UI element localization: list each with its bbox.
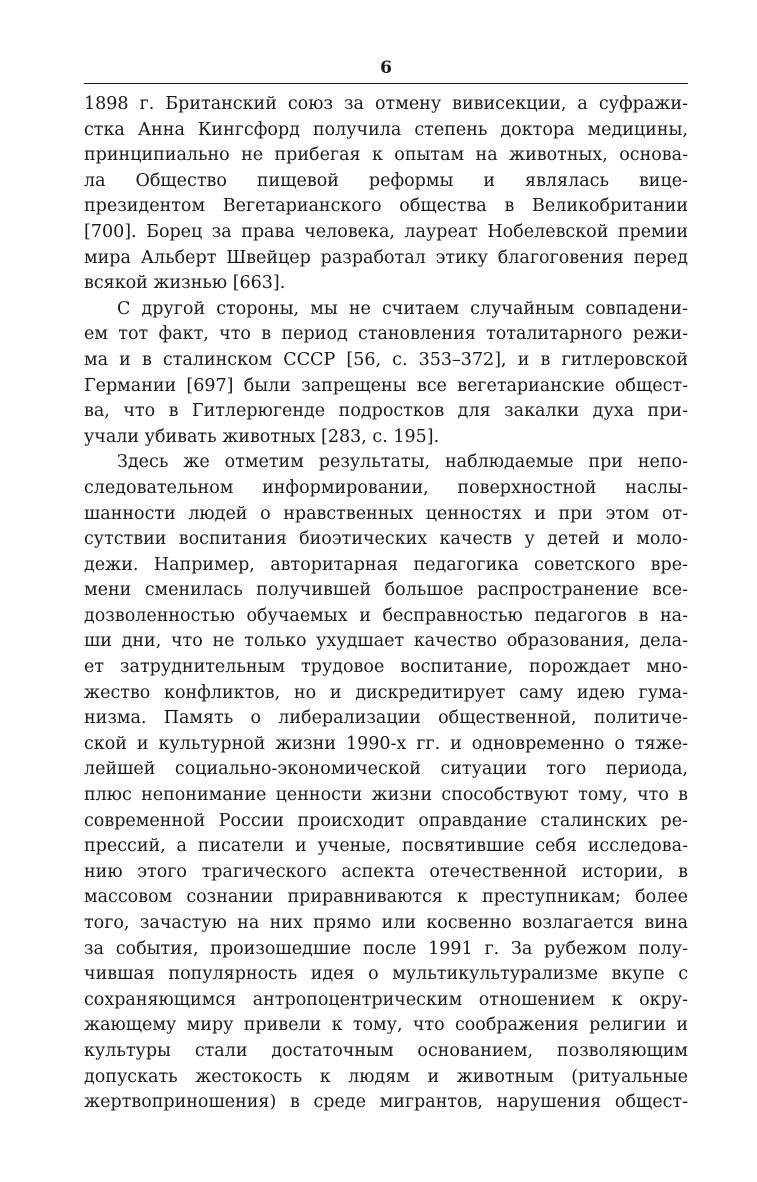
text-line: стка Анна Кингсфорд получила степень доктора медицины, xyxy=(84,119,688,140)
text-line: современной России происходит оправдание сталинских ре- xyxy=(84,810,688,831)
paragraph xyxy=(84,92,688,297)
text-line: жество конфликтов, но и дискредитирует саму идею гума- xyxy=(84,682,688,703)
text-line: сутствии воспитания биоэтических качеств у детей и моло- xyxy=(84,529,688,550)
text-line: чившая популярность идея о мультикультурализме вкупе с xyxy=(84,964,688,985)
text-line: президентом Вегетарианского общества в Великобритании xyxy=(84,196,688,217)
text-line: всякой жизнью [663]. xyxy=(84,273,286,294)
text-line: ма и в сталинском СССР [56, с. 353–372], и в гитлеровской xyxy=(84,349,688,370)
text-line: ской и культурной жизни 1990-х гг. и одновременно о тяже- xyxy=(84,733,688,754)
text-line: следовательном информировании, поверхностной наслы- xyxy=(84,477,688,498)
text-line: допускать жестокость к людям и животным (ритуальные xyxy=(84,1066,688,1087)
text-line: дозволенностью обучаемых и бесправностью педагогов в на- xyxy=(84,605,688,626)
text-line: прессий, а писатели и ученые, посвятившие себя исследова- xyxy=(84,836,688,857)
body-text xyxy=(84,92,688,1116)
paragraph xyxy=(84,450,688,1115)
text-line: учали убивать животных [283, с. 195]. xyxy=(84,426,440,447)
text-line: нию этого трагического аспекта отечественной истории, в xyxy=(84,861,688,882)
text-line: за события, произошедшие после 1991 г. За рубежом полу- xyxy=(84,938,688,959)
text-line: Германии [697] были запрещены все вегетарианские общест- xyxy=(84,375,688,396)
text-line: сохраняющимся антропоцентрическим отношением к окру- xyxy=(84,989,688,1010)
text-line: культуры стали достаточным основанием, позволяющим xyxy=(84,1040,688,1061)
text-line: плюс непонимание ценности жизни способствуют тому, что в xyxy=(84,785,688,806)
text-line: лейшей социально-экономической ситуации того периода, xyxy=(84,759,688,780)
page-number: 6 xyxy=(380,58,392,78)
text-line: шанности людей о нравственных ценностях и при этом от- xyxy=(84,503,688,524)
text-line: дежи. Например, авторитарная педагогика советского вре- xyxy=(84,554,688,575)
text-line: Здесь же отметим результаты, наблюдаемые при непо- xyxy=(117,452,688,473)
text-line: [700]. Борец за права человека, лауреат Нобелевской премии xyxy=(84,221,688,242)
text-line: ши дни, что не только ухудшает качество образования, дела- xyxy=(84,631,688,652)
text-line: того, зачастую на них прямо или косвенно возлагается вина xyxy=(84,913,688,933)
text-line: низма. Память о либерализации общественной, политиче- xyxy=(84,708,688,729)
text-line: жающему миру привели к тому, что соображения религии и xyxy=(84,1015,688,1036)
text-line: массовом сознании приравниваются к преступникам; более xyxy=(84,887,688,908)
text-line: принципиально не прибегая к опытам на животных, основа- xyxy=(84,145,688,166)
text-line: жертвоприношения) в среде мигрантов, нарушения общест- xyxy=(84,1092,688,1113)
text-line: мени сменилась получившей большое распространение все- xyxy=(84,580,688,601)
text-line: ем тот факт, что в период становления тоталитарного режи- xyxy=(84,324,688,345)
text-line: ва, что в Гитлерюгенде подростков для закалки духа при- xyxy=(84,401,688,422)
text-line: 1898 г. Британский союз за отмену вивисекции, а суфражи- xyxy=(84,94,688,114)
text-line: ла Общество пищевой реформы и являлась вице- xyxy=(84,170,688,191)
text-line: ет затруднительным трудовое воспитание, порождает мно- xyxy=(84,657,688,678)
paragraph xyxy=(84,297,688,451)
text-line: С другой стороны, мы не считаем случайным совпадени- xyxy=(117,298,688,319)
header-rule xyxy=(84,83,688,84)
text-line: мира Альберт Швейцер разработал этику благоговения перед xyxy=(84,247,688,268)
